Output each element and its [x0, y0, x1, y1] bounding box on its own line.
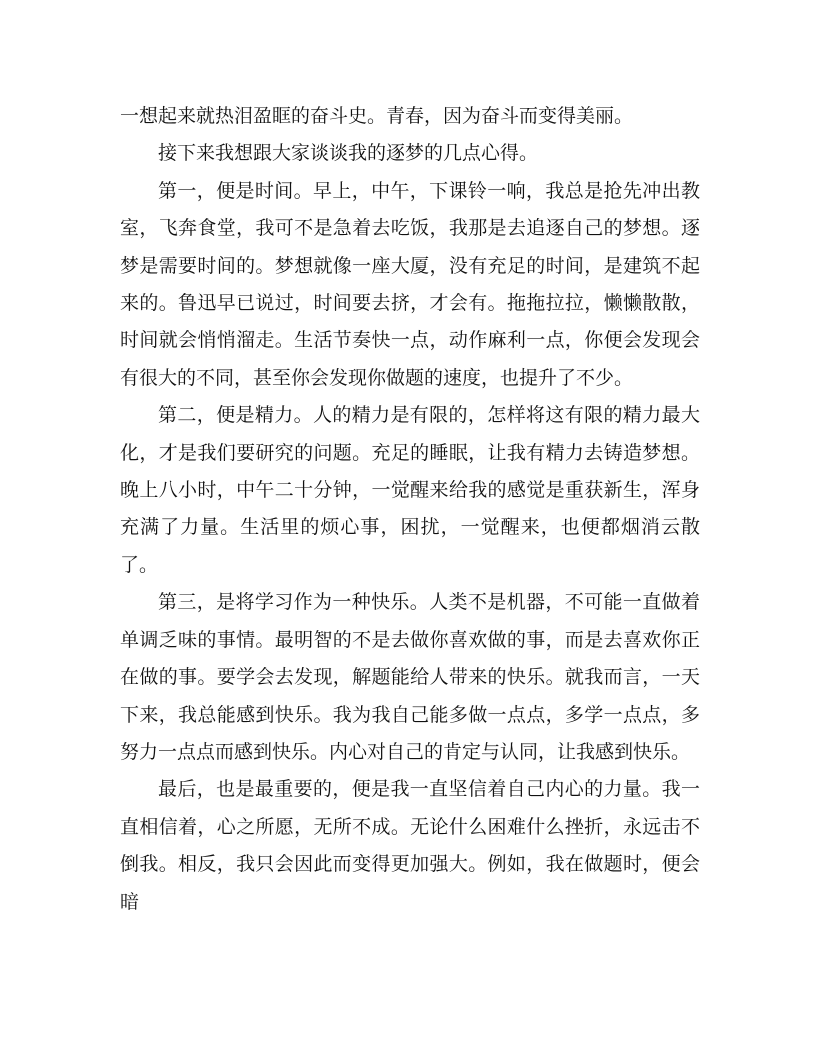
paragraph-time: 第一，便是时间。早上，中午，下课铃一响，我总是抢先冲出教室，飞奔食堂，我可不是急着去吃饭，我那是去追逐自己的梦想。逐梦是需要时间的。梦想就像一座大厦，没有充足的时间，是建筑不起来的。鲁迅早已说过，时间要去挤，才会有。拖拖拉拉，懒懒散散，时间就会悄悄溜走。生活节奏快一点，动作麻利一点，你便会发现会有很大的不同，甚至你会发现你做题的速度，也提升了不少。	[120, 179, 700, 389]
paragraph-continuation: 一想起来就热泪盈眶的奋斗史。青春，因为奋斗而变得美丽。	[120, 105, 634, 127]
paragraph-energy: 第二，便是精力。人的精力是有限的，怎样将这有限的精力最大化，才是我们要研究的问题。充足的睡眠，让我有精力去铸造梦想。晚上八小时，中午二十分钟，一觉醒来给我的感觉是重获新生，浑身充满了力量。生活里的烦心事，困扰，一觉醒来，也便都烟消云散了。	[120, 404, 700, 576]
document-body	[120, 98, 700, 921]
paragraph-intro: 接下来我想跟大家谈谈我的逐梦的几点心得。	[158, 142, 539, 165]
paragraph-inner-strength: 最后，也是最重要的，便是我一直坚信着自己内心的力量。我一直相信着，心之所愿，无所不成。无论什么困难什么挫折，永远击不倒我。相反，我只会因此而变得更加强大。例如，我在做题时，便会暗	[120, 778, 700, 913]
paragraph-joy: 第三，是将学习作为一种快乐。人类不是机器，不可能一直做着单调乏味的事情。最明智的不是去做你喜欢做的事，而是去喜欢你正在做的事。要学会去发现，解题能给人带来的快乐。就我而言，一天下来，我总能感到快乐。我为我自己能多做一点点，多学一点点，多努力一点点而感到快乐。内心对自己的肯定与认同，让我感到快乐。	[120, 591, 700, 763]
